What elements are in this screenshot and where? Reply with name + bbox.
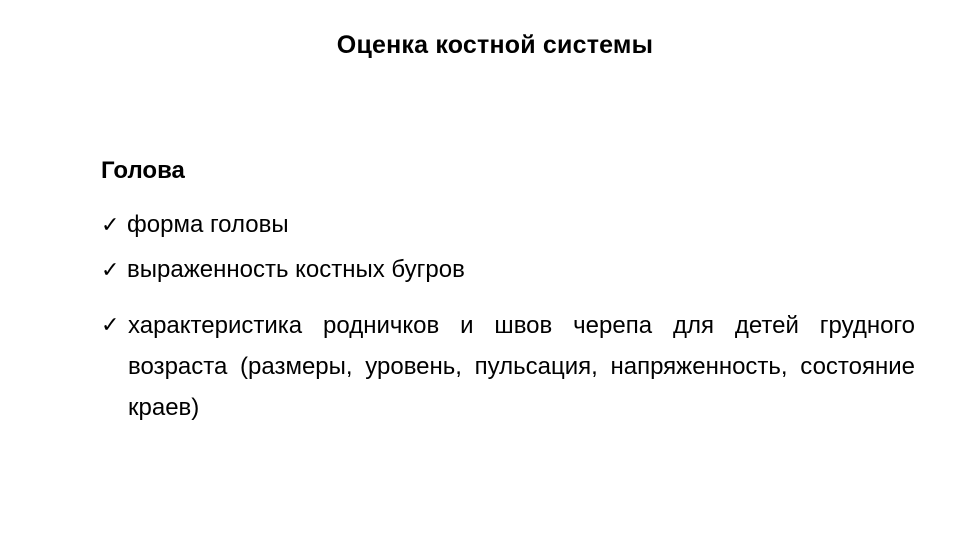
bullet-item xyxy=(101,250,465,290)
section-heading: Голова xyxy=(101,157,185,184)
slide-title: Оценка костной системы xyxy=(336,31,654,59)
checkmark-icon: ✓ xyxy=(101,257,120,282)
bullet-text: форма головы xyxy=(127,211,289,238)
bullet-item xyxy=(101,305,915,428)
bullet-text: характеристика родничков и швов черепа для детей грудного возраста (размеры, уровень, пульсация, напряженность, состояние краев) xyxy=(128,312,915,421)
checkmark-icon: ✓ xyxy=(101,212,120,237)
bullet-text: выраженность костных бугров xyxy=(127,256,465,283)
bullet-item xyxy=(101,205,289,245)
checkmark-icon: ✓ xyxy=(101,312,120,337)
